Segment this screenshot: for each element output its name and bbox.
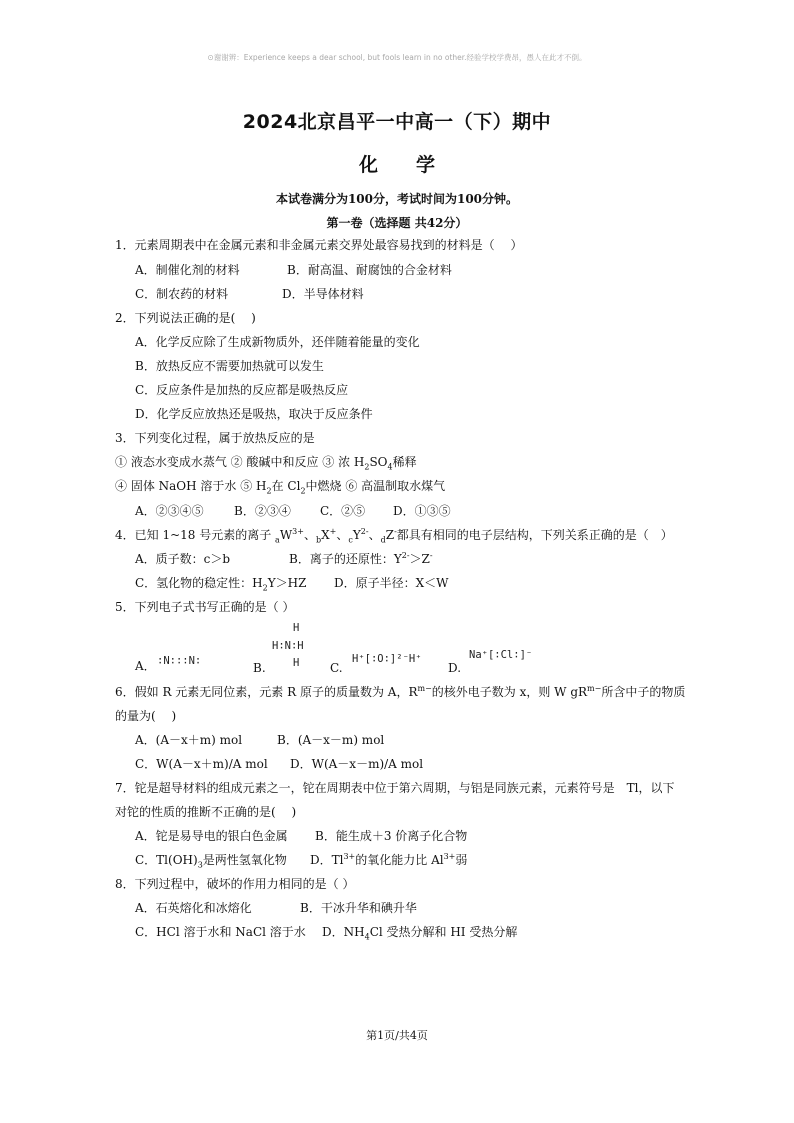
q5-option-b-formula: H∶N∶H	[272, 640, 304, 652]
q2-option-d: D．化学反应放热还是吸热，取决于反应条件	[135, 407, 373, 421]
q5-option-c-formula: H⁺[∶O∶]²⁻H⁺	[352, 653, 422, 665]
q4-option-b: B．离子的还原性：$Y^{2-}>Z^-$	[289, 551, 433, 566]
q5-option-b-top: H	[293, 622, 300, 634]
q4-stem: 4．已知 1~18 号元素的离子 $_aW^{3+}$、$_b$X+、$_cY^{2-}$、$_d$Z-都具有相同的电子层结构，下列关系正确的是（ ）	[115, 527, 673, 545]
q8-option-b: B．干冰升华和碘升华	[300, 901, 417, 915]
q3-stem: 3．下列变化过程，属于放热反应的是	[115, 431, 315, 445]
q2-option-a: A．化学反应除了生成新物质外，还伴随着能量的变化	[135, 335, 420, 349]
q4-option-d: D．原子半径：X＜W	[334, 576, 449, 590]
q5-option-d-formula: Na⁺[∶Cl∶]⁻	[469, 649, 533, 661]
q6-stem-line1: 6．假如 R 元素无同位素，元素 R 原子的质量数为 A，$R^{m-}$的核外电子数为 x，则 W $gR^{m-}$所含中子的物质	[115, 684, 686, 699]
q5-option-b-bottom: H	[293, 657, 300, 669]
q3-items-line1: ① 液态水变成水蒸气 ② 酸碱中和反应 ③ 浓 $H_2SO_4$稀释	[115, 455, 417, 472]
q6-option-b: B．(A－x－m) mol	[277, 733, 385, 747]
q1-option-a: A．制催化剂的材料	[135, 263, 240, 277]
q7-stem-line1: 7．铊是超导材料的组成元素之一，铊在周期表中位于第六周期，与铝是同族元素，元素符号是 Tl，以下	[115, 781, 675, 795]
q1-option-c: C．制农药的材料	[135, 287, 229, 301]
q6-option-d: D．W(A－x－m)/A mol	[290, 757, 424, 771]
q7-option-c: C．$Tl(OH)_3$是两性氢氧化物	[135, 853, 287, 870]
section-heading: 第一卷（选择题 共42分）	[326, 216, 468, 230]
q5-option-a-formula: ∶N∶∶∶N∶	[157, 655, 202, 667]
q8-option-c: C．HCl 溶于水和 NaCl 溶于水	[135, 925, 306, 939]
q2-option-c: C．反应条件是加热的反应都是吸热反应	[135, 383, 349, 397]
q1-option-b: B．耐高温、耐腐蚀的合金材料	[287, 263, 452, 277]
q7-option-a: A．铊是易导电的银白色金属	[135, 829, 288, 843]
q2-option-b: B．放热反应不需要加热就可以发生	[135, 359, 324, 373]
q8-option-d: D．$NH_4Cl$ 受热分解和 HI 受热分解	[322, 925, 518, 942]
exam-title: 2024北京昌平一中高一（下）期中	[242, 111, 552, 133]
q5-option-d-label: D.	[448, 661, 462, 675]
q3-items-line2: ④ 固体 NaOH 溶于水 ⑤ $H_2$在 $Cl_2$中燃烧 ⑥ 高温制取水煤气	[115, 479, 446, 496]
q7-stem-line2: 对铊的性质的推断不正确的是( )	[115, 805, 297, 819]
q3-option-d: D．①③⑤	[393, 504, 451, 518]
q6-stem-line2: 的量为( )	[115, 709, 177, 723]
watermark: ⊙谢谢辨：Experience keeps a dear school, but fools learn in no other.经验学校学费昂，愚人在此才不倒。	[207, 53, 587, 62]
q3-option-a: A．②③④⑤	[135, 504, 204, 518]
q1-option-d: D．半导体材料	[282, 287, 364, 301]
q1-stem: 1．元素周期表中在金属元素和非金属元素交界处最容易找到的材料是（ ）	[115, 238, 523, 252]
q7-option-b: B．能生成＋3 价离子化合物	[315, 829, 468, 843]
q3-option-b: B．②③④	[234, 504, 291, 518]
q5-stem: 5．下列电子式书写正确的是（ ）	[115, 600, 295, 614]
q6-option-a: A．(A－x＋m) mol	[135, 733, 243, 747]
q8-option-a: A．石英熔化和冰熔化	[135, 901, 252, 915]
q7-option-d: D．$Tl^{3+}$的氧化能力比 $Al^{3+}$弱	[310, 852, 468, 867]
page-number: 第1页/共4页	[366, 1029, 428, 1042]
q4-option-c: C．氢化物的稳定性：$H_2Y>HZ$	[135, 576, 307, 593]
q3-option-c: C．②⑤	[320, 504, 366, 518]
q5-option-b-label: B.	[253, 661, 266, 675]
q6-option-c: C．W(A－x＋m)/A mol	[135, 757, 268, 771]
q2-stem: 2．下列说法正确的是( )	[115, 311, 256, 325]
q4-option-a: A．质子数：c＞b	[135, 552, 231, 566]
q8-stem: 8．下列过程中，破坏的作用力相同的是（ ）	[115, 877, 355, 891]
exam-notice: 本试卷满分为100分，考试时间为100分钟。	[275, 192, 519, 206]
q5-option-c-label: C.	[330, 661, 343, 675]
q5-option-a-label: A．	[135, 659, 156, 673]
subject-heading: 化 学	[358, 154, 435, 176]
